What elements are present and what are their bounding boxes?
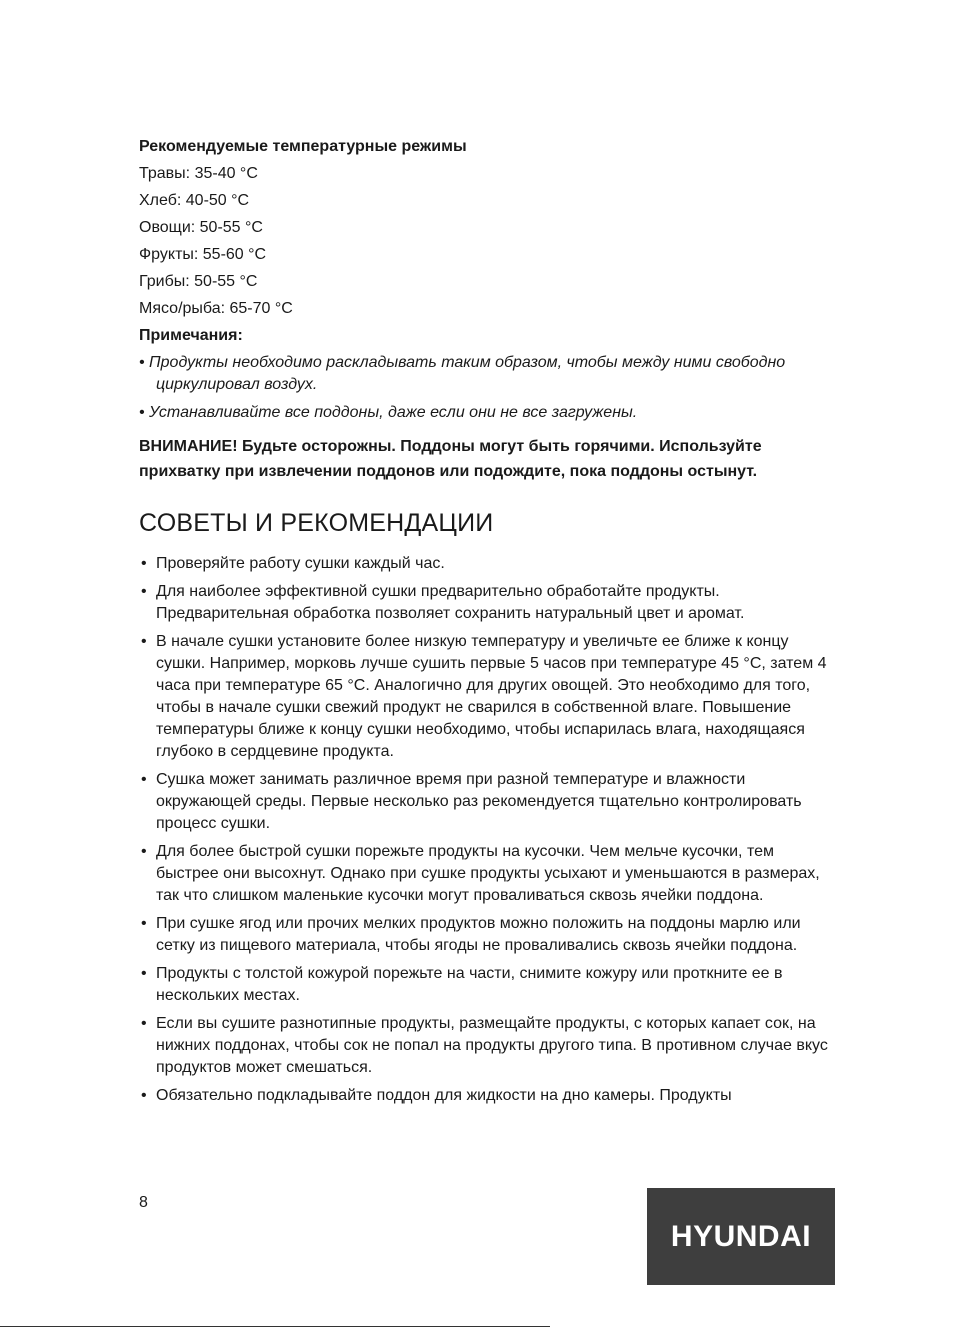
page-number: 8 bbox=[139, 1194, 148, 1211]
brand-logo: HYUNDAI bbox=[647, 1188, 835, 1285]
tip-text: Если вы сушите разнотипные продукты, размещайте продукты, с которых капает сок, на нижних поддонах, чтобы сок не попал на продукты другого типа. В противном случае вкус продуктов может смешаться. bbox=[156, 1015, 828, 1076]
notes-heading: Примечания: bbox=[139, 327, 243, 344]
tip-text: Сушка может занимать различное время при разной температуре и влажности окружающей среды. Первые несколько раз рекомендуется тщательно контролировать процесс сушки. bbox=[156, 771, 802, 832]
tip-text: Продукты с толстой кожурой порежьте на части, снимите кожуру или проткните ее в нескольких местах. bbox=[156, 965, 783, 1004]
tip-text: Для наиболее эффективной сушки предварительно обработайте продукты. Предварительная обработка позволяет сохранить натуральный цвет и аромат. bbox=[156, 583, 745, 622]
note-item: • Продукты необходимо раскладывать таким образом, чтобы между ними свободно циркулировал воздух. bbox=[139, 354, 786, 393]
warning-text: ВНИМАНИЕ! Будьте осторожны. Поддоны могут быть горячими. Используйте прихватку при извлечении поддонов или подождите, пока поддоны остынут. bbox=[139, 438, 762, 480]
bullet-icon: • bbox=[141, 915, 147, 932]
temperature-vegetables: Овощи: 50-55 °С bbox=[139, 219, 263, 236]
tip-item bbox=[139, 1085, 839, 1107]
tip-item bbox=[139, 631, 839, 763]
bullet-icon: • bbox=[141, 583, 147, 600]
temperature-bread: Хлеб: 40-50 °С bbox=[139, 192, 250, 209]
note-item: • Устанавливайте все поддоны, даже если они не все загружены. bbox=[139, 404, 638, 421]
tip-text: В начале сушки установите более низкую температуру и увеличьте ее ближе к концу сушки. Например, морковь лучше сушить первые 5 часов при температуре 45 °С, затем 4 часа при температуре 65 °С. Аналогично для других овощей. Это необходимо для того, чтобы в начале сушки свежий продукт не сварился в собственной влаге. Повышение температуры ближе к концу сушки необходимо, чтобы испарилась влага, находящаяся глубоко в сердцевине продукта. bbox=[156, 633, 827, 760]
tip-item bbox=[139, 963, 839, 1007]
tip-item bbox=[139, 841, 839, 907]
tip-item bbox=[139, 769, 839, 835]
divider bbox=[0, 1326, 550, 1327]
tips-section-title: СОВЕТЫ И РЕКОМЕНДАЦИИ bbox=[139, 509, 494, 537]
temperature-meat-fish: Мясо/рыба: 65-70 °С bbox=[139, 300, 293, 317]
bullet-icon: • bbox=[141, 1087, 147, 1104]
bullet-icon: • bbox=[141, 1015, 147, 1032]
temperature-mushrooms: Грибы: 50-55 °С bbox=[139, 273, 258, 290]
bullet-icon: • bbox=[141, 771, 147, 788]
temperature-herbs: Травы: 35-40 °С bbox=[139, 165, 258, 182]
bullet-icon: • bbox=[141, 843, 147, 860]
tip-item bbox=[139, 1013, 839, 1079]
page-content bbox=[139, 136, 839, 1113]
bullet-icon: • bbox=[141, 555, 147, 572]
tip-text: Проверяйте работу сушки каждый час. bbox=[156, 555, 445, 572]
tip-text: При сушке ягод или прочих мелких продуктов можно положить на поддоны марлю или сетку из пищевого материала, чтобы ягоды не проваливались сквозь ячейки поддона. bbox=[156, 915, 801, 954]
bullet-icon: • bbox=[141, 965, 147, 982]
tip-text: Для более быстрой сушки порежьте продукты на кусочки. Чем мельче кусочки, тем быстрее они высохнут. Однако при сушке продукты усыхают и уменьшаются в размерах, так что слишком маленькие кусочки могут проваливаться сквозь ячейки поддона. bbox=[156, 843, 820, 904]
temperature-fruits: Фрукты: 55-60 °С bbox=[139, 246, 267, 263]
tip-item bbox=[139, 553, 839, 575]
tip-text: Обязательно подкладывайте поддон для жидкости на дно камеры. Продукты bbox=[156, 1087, 732, 1104]
tip-item bbox=[139, 913, 839, 957]
tip-item bbox=[139, 581, 839, 625]
temperature-heading: Рекомендуемые температурные режимы bbox=[139, 138, 467, 155]
bullet-icon: • bbox=[141, 633, 147, 650]
